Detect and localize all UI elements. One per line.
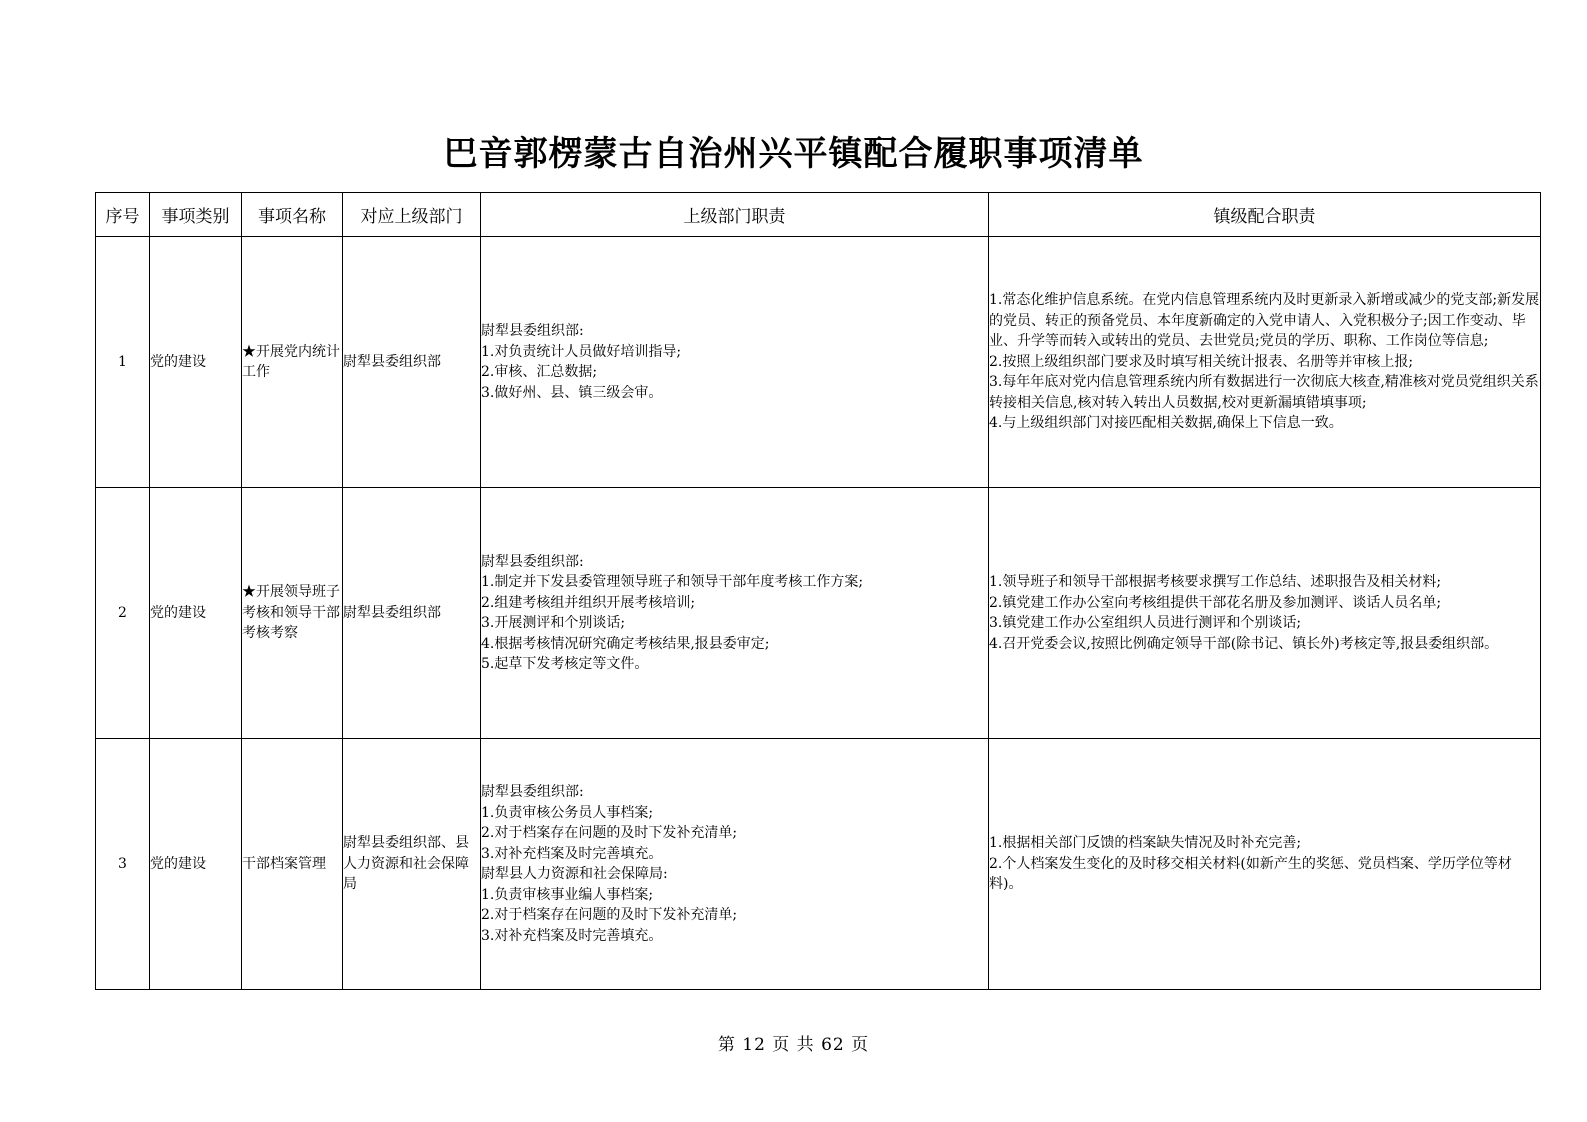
row-no: 1 (96, 237, 150, 488)
duty-line: 4.根据考核情况研究确定考核结果,报县委审定; (481, 635, 770, 652)
row-category: 党的建设 (150, 739, 242, 990)
duty-line: 2.按照上级组织部门要求及时填写相关统计报表、名册等并审核上报; (989, 353, 1414, 370)
row-category: 党的建设 (150, 237, 242, 488)
header-no: 序号 (96, 193, 150, 237)
duty-line: 3.做好州、县、镇三级会审。 (481, 384, 663, 401)
row-upper-dept: 尉犁县委组织部、县人力资源和社会保障局 (343, 739, 481, 990)
header-town-duties: 镇级配合职责 (989, 193, 1541, 237)
header-item-name: 事项名称 (242, 193, 343, 237)
document-title: 巴音郭楞蒙古自治州兴平镇配合履职事项清单 (443, 134, 1144, 174)
duty-line: 尉犁县人力资源和社会保障局: (481, 866, 668, 882)
row-item-name: 干部档案管理 (242, 739, 343, 990)
duty-line: 2.审核、汇总数据; (481, 364, 598, 380)
duty-line: 1.常态化维护信息系统。在党内信息管理系统内及时更新录入新增或减少的党支部;新发展的党员、转正的预备党员、本年度新确定的入党申请人、入党积极分子;因工作变动、毕业、升学等而转入或转出的党员、去世党员;党员的学历、职称、工作岗位等信息; (989, 292, 1540, 350)
page-number: 第 12 页 共 62 页 (717, 1035, 870, 1055)
duty-line: 3.每年年底对党内信息管理系统内所有数据进行一次彻底大核查,精准核对党员党组织关系转接相关信息,核对转入转出人员数据,校对更新漏填错填事项; (989, 374, 1539, 411)
duty-line: 1.负责审核事业编人事档案; (481, 886, 654, 903)
row-town-duties (989, 739, 1541, 990)
duty-line: 1.负责审核公务员人事档案; (481, 804, 654, 821)
header-upper-dept: 对应上级部门 (343, 193, 481, 237)
duty-line: 3.开展测评和个别谈话; (481, 615, 626, 631)
row-item-name: ★开展领导班子考核和领导干部考核考察 (242, 488, 343, 739)
duty-line: 5.起草下发考核定等文件。 (481, 656, 649, 672)
row-upper-duties (481, 739, 989, 990)
duty-line: 2.个人档案发生变化的及时移交相关材料(如新产生的奖惩、党员档案、学历学位等材料)。 (989, 855, 1512, 893)
row-town-duties (989, 237, 1541, 488)
header-upper-duties: 上级部门职责 (481, 193, 989, 237)
row-upper-duties (481, 237, 989, 488)
row-no: 3 (96, 739, 150, 990)
duty-line: 4.召开党委会议,按照比例确定领导干部(除书记、镇长外)考核定等,报县委组织部。 (989, 635, 1499, 652)
duty-line: 1.根据相关部门反馈的档案缺失情况及时补充完善; (989, 835, 1302, 852)
duty-line: 2.镇党建工作办公室向考核组提供干部花名册及参加测评、谈话人员名单; (989, 594, 1442, 611)
table-header-row (96, 193, 1541, 237)
table-row (96, 237, 1541, 488)
header-category: 事项类别 (150, 193, 242, 237)
duty-line: 1.制定并下发县委管理领导班子和领导干部年度考核工作方案; (481, 574, 864, 590)
duty-line: 尉犁县委组织部: (481, 784, 584, 800)
duty-line: 2.组建考核组并组织开展考核培训; (481, 594, 696, 611)
table-row (96, 739, 1541, 990)
row-town-duties (989, 488, 1541, 739)
duty-line: 1.对负责统计人员做好培训指导; (481, 343, 682, 360)
duty-line: 3.对补充档案及时完善填充。 (481, 927, 663, 944)
duty-line: 尉犁县委组织部: (481, 553, 584, 570)
duty-line: 3.镇党建工作办公室组织人员进行测评和个别谈话; (989, 615, 1302, 631)
duty-line: 4.与上级组织部门对接匹配相关数据,确保上下信息一致。 (989, 415, 1343, 432)
row-item-name: ★开展党内统计工作 (242, 237, 343, 488)
table-row (96, 488, 1541, 739)
row-no: 2 (96, 488, 150, 739)
duty-line: 1.领导班子和领导干部根据考核要求撰写工作总结、述职报告及相关材料; (989, 574, 1442, 590)
duties-table (95, 192, 1541, 990)
row-category: 党的建设 (150, 488, 242, 739)
duty-line: 2.对于档案存在问题的及时下发补充清单; (481, 907, 738, 923)
row-upper-dept: 尉犁县委组织部 (343, 488, 481, 739)
row-upper-dept: 尉犁县委组织部 (343, 237, 481, 488)
duty-line: 尉犁县委组织部: (481, 323, 584, 339)
duty-line: 3.对补充档案及时完善填充。 (481, 845, 663, 862)
duty-line: 2.对于档案存在问题的及时下发补充清单; (481, 825, 738, 841)
row-upper-duties (481, 488, 989, 739)
